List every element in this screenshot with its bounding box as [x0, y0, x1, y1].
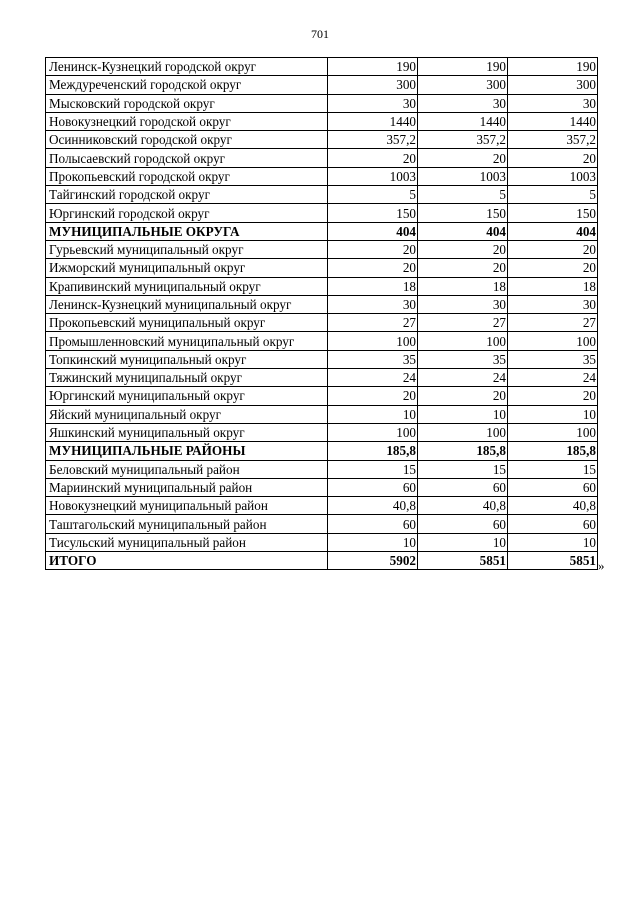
row-name-cell: Топкинский муниципальный округ: [46, 350, 328, 368]
row-value-2-cell: 10: [418, 533, 508, 551]
row-value-3-cell: 5851: [508, 552, 598, 570]
row-value-2-cell: 35: [418, 350, 508, 368]
row-value-3-cell: 185,8: [508, 442, 598, 460]
row-value-2-cell: 20: [418, 149, 508, 167]
table-body: [46, 58, 598, 570]
row-name-cell: Гурьевский муниципальный округ: [46, 240, 328, 258]
row-name-cell: Новокузнецкий городской округ: [46, 112, 328, 130]
row-value-3-cell: 60: [508, 478, 598, 496]
row-value-1-cell: 10: [328, 533, 418, 551]
row-value-2-cell: 1440: [418, 112, 508, 130]
row-value-2-cell: 10: [418, 405, 508, 423]
row-value-3-cell: 24: [508, 369, 598, 387]
row-value-1-cell: 30: [328, 295, 418, 313]
table-row: [46, 277, 598, 295]
row-value-1-cell: 15: [328, 460, 418, 478]
row-value-2-cell: 404: [418, 222, 508, 240]
row-value-3-cell: 18: [508, 277, 598, 295]
row-value-2-cell: 185,8: [418, 442, 508, 460]
row-value-1-cell: 185,8: [328, 442, 418, 460]
row-value-3-cell: 357,2: [508, 131, 598, 149]
table-row: [46, 186, 598, 204]
row-name-cell: МУНИЦИПАЛЬНЫЕ РАЙОНЫ: [46, 442, 328, 460]
row-value-1-cell: 27: [328, 314, 418, 332]
table-row: [46, 112, 598, 130]
page-number: 701: [311, 27, 329, 41]
table-row: [46, 497, 598, 515]
row-value-2-cell: 60: [418, 515, 508, 533]
row-name-cell: Таштагольский муниципальный район: [46, 515, 328, 533]
row-value-1-cell: 357,2: [328, 131, 418, 149]
row-value-1-cell: 1440: [328, 112, 418, 130]
row-name-cell: ИТОГО: [46, 552, 328, 570]
row-value-1-cell: 30: [328, 94, 418, 112]
table-row: [46, 240, 598, 258]
row-value-3-cell: 150: [508, 204, 598, 222]
row-name-cell: Мысковский городской округ: [46, 94, 328, 112]
row-value-3-cell: 300: [508, 76, 598, 94]
row-name-cell: Осинниковский городской округ: [46, 131, 328, 149]
row-value-3-cell: 35: [508, 350, 598, 368]
row-value-1-cell: 1003: [328, 167, 418, 185]
row-value-2-cell: 27: [418, 314, 508, 332]
row-value-2-cell: 20: [418, 240, 508, 258]
table-row: [46, 131, 598, 149]
row-value-3-cell: 100: [508, 423, 598, 441]
allocation-table: [45, 57, 598, 570]
row-value-2-cell: 357,2: [418, 131, 508, 149]
row-value-2-cell: 5: [418, 186, 508, 204]
row-value-3-cell: 100: [508, 332, 598, 350]
table-row: [46, 350, 598, 368]
row-value-3-cell: 15: [508, 460, 598, 478]
row-value-2-cell: 100: [418, 332, 508, 350]
row-value-2-cell: 1003: [418, 167, 508, 185]
table-row: [46, 58, 598, 76]
row-value-1-cell: 20: [328, 259, 418, 277]
row-value-2-cell: 24: [418, 369, 508, 387]
row-value-3-cell: 20: [508, 387, 598, 405]
table-row: [46, 149, 598, 167]
row-value-2-cell: 30: [418, 94, 508, 112]
row-name-cell: Тисульский муниципальный район: [46, 533, 328, 551]
row-value-2-cell: 20: [418, 387, 508, 405]
row-value-3-cell: 190: [508, 58, 598, 76]
row-value-2-cell: 15: [418, 460, 508, 478]
table-row: [46, 76, 598, 94]
table-row: [46, 369, 598, 387]
table-row: [46, 515, 598, 533]
row-name-cell: Мариинский муниципальный район: [46, 478, 328, 496]
row-name-cell: Юргинский муниципальный округ: [46, 387, 328, 405]
row-name-cell: Промышленновский муниципальный округ: [46, 332, 328, 350]
row-value-3-cell: 20: [508, 149, 598, 167]
row-value-3-cell: 10: [508, 405, 598, 423]
row-value-1-cell: 5: [328, 186, 418, 204]
table-row: [46, 94, 598, 112]
table-row: [46, 460, 598, 478]
row-name-cell: Междуреченский городской округ: [46, 76, 328, 94]
table-row: [46, 295, 598, 313]
row-value-3-cell: 30: [508, 94, 598, 112]
table-row: [46, 552, 598, 570]
table-row: [46, 405, 598, 423]
row-name-cell: Яшкинский муниципальный округ: [46, 423, 328, 441]
row-value-3-cell: 1003: [508, 167, 598, 185]
row-value-1-cell: 5902: [328, 552, 418, 570]
row-value-1-cell: 190: [328, 58, 418, 76]
row-value-2-cell: 300: [418, 76, 508, 94]
table-row: [46, 423, 598, 441]
row-value-2-cell: 60: [418, 478, 508, 496]
table-row: [46, 533, 598, 551]
table-row: [46, 259, 598, 277]
row-value-2-cell: 40,8: [418, 497, 508, 515]
row-value-2-cell: 30: [418, 295, 508, 313]
table-row: [46, 204, 598, 222]
row-name-cell: Беловский муниципальный район: [46, 460, 328, 478]
row-value-1-cell: 150: [328, 204, 418, 222]
row-name-cell: Яйский муниципальный округ: [46, 405, 328, 423]
row-value-3-cell: 20: [508, 240, 598, 258]
row-name-cell: Новокузнецкий муниципальный район: [46, 497, 328, 515]
row-name-cell: Ижморский муниципальный округ: [46, 259, 328, 277]
row-value-2-cell: 5851: [418, 552, 508, 570]
row-value-1-cell: 35: [328, 350, 418, 368]
row-name-cell: Прокопьевский муниципальный округ: [46, 314, 328, 332]
row-value-2-cell: 18: [418, 277, 508, 295]
row-value-1-cell: 10: [328, 405, 418, 423]
row-value-3-cell: 404: [508, 222, 598, 240]
row-value-1-cell: 20: [328, 149, 418, 167]
row-name-cell: МУНИЦИПАЛЬНЫЕ ОКРУГА: [46, 222, 328, 240]
closing-quote: »: [598, 558, 605, 573]
row-value-1-cell: 404: [328, 222, 418, 240]
row-value-2-cell: 20: [418, 259, 508, 277]
row-value-2-cell: 150: [418, 204, 508, 222]
row-value-1-cell: 24: [328, 369, 418, 387]
row-value-3-cell: 20: [508, 259, 598, 277]
row-value-3-cell: 60: [508, 515, 598, 533]
row-value-3-cell: 1440: [508, 112, 598, 130]
row-name-cell: Тайгинский городской округ: [46, 186, 328, 204]
table-row: [46, 314, 598, 332]
row-value-1-cell: 100: [328, 332, 418, 350]
row-name-cell: Ленинск-Кузнецкий городской округ: [46, 58, 328, 76]
row-name-cell: Ленинск-Кузнецкий муниципальный округ: [46, 295, 328, 313]
row-value-1-cell: 100: [328, 423, 418, 441]
row-value-1-cell: 60: [328, 515, 418, 533]
table-row: [46, 387, 598, 405]
row-value-3-cell: 40,8: [508, 497, 598, 515]
row-value-1-cell: 20: [328, 387, 418, 405]
row-value-1-cell: 40,8: [328, 497, 418, 515]
row-value-1-cell: 60: [328, 478, 418, 496]
row-value-2-cell: 190: [418, 58, 508, 76]
row-value-3-cell: 5: [508, 186, 598, 204]
row-name-cell: Тяжинский муниципальный округ: [46, 369, 328, 387]
row-name-cell: Прокопьевский городской округ: [46, 167, 328, 185]
table-row: [46, 222, 598, 240]
table-row: [46, 332, 598, 350]
row-value-3-cell: 30: [508, 295, 598, 313]
table-row: [46, 442, 598, 460]
row-value-3-cell: 10: [508, 533, 598, 551]
table-row: [46, 167, 598, 185]
table-row: [46, 478, 598, 496]
row-value-3-cell: 27: [508, 314, 598, 332]
row-name-cell: Полысаевский городской округ: [46, 149, 328, 167]
row-value-1-cell: 20: [328, 240, 418, 258]
row-value-1-cell: 300: [328, 76, 418, 94]
row-name-cell: Юргинский городской округ: [46, 204, 328, 222]
row-name-cell: Крапивинский муниципальный округ: [46, 277, 328, 295]
row-value-2-cell: 100: [418, 423, 508, 441]
row-value-1-cell: 18: [328, 277, 418, 295]
